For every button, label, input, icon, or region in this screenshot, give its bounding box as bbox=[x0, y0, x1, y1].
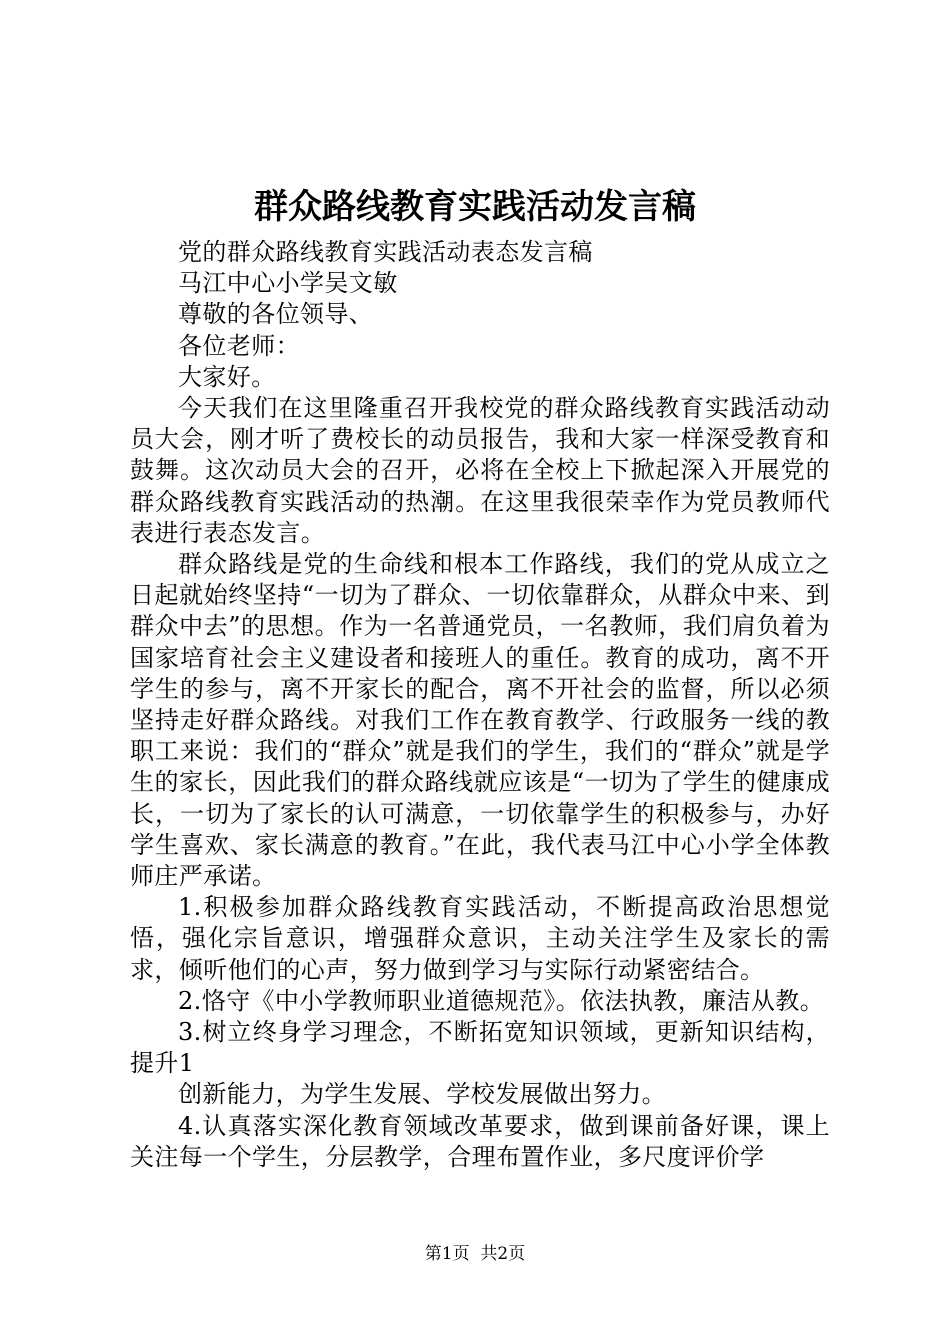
page-footer: 第1页 共2页 bbox=[424, 1244, 526, 1264]
pledge-item-3: 3.树立终身学习理念，不断拓宽知识领域，更新知识结构，提升1 bbox=[130, 1018, 830, 1078]
pledge-item-1: 1.积极参加群众路线教育实践活动，不断提高政治思想觉悟，强化宗旨意识，增强群众意识，主动关注学生及家长的需求，倾听他们的心声，努力做到学习与实际行动紧密结合。 bbox=[130, 893, 830, 984]
greeting-line: 大家好。 bbox=[178, 362, 276, 391]
author-line: 马江中心小学吴文敏 bbox=[178, 269, 398, 298]
salutation-leaders: 尊敬的各位领导、 bbox=[178, 300, 374, 329]
pledge-item-3-continued: 创新能力，为学生发展、学校发展做出努力。 bbox=[178, 1080, 666, 1109]
pledge-item-4: 4.认真落实深化教育领域改革要求，做到课前备好课，课上关注每一个学生，分层教学，合理布置作业，多尺度评价学 bbox=[130, 1111, 830, 1171]
paragraph-mass-line: 群众路线是党的生命线和根本工作路线，我们的党从成立之日起就始终坚持“一切为了群众、一切依靠群众，从群众中来、到群众中去”的思想。作为一名普通党员，一名教师，我们肩负着为国家培育社会主义建设者和接班人的重任。教育的成功，离不开学生的参与，离不开家长的配合，离不开社会的监督，所以必须坚持走好群众路线。对我们工作在教育教学、行政服务一线的教职工来说：我们的“群众”就是我们的学生，我们的“群众”就是学生的家长，因此我们的群众路线就应该是“一切为了学生的健康成长，一切为了家长的认可满意，一切依靠学生的积极参与，办好学生喜欢、家长满意的教育。”在此，我代表马江中心小学全体教师庄严承诺。 bbox=[130, 550, 830, 891]
salutation-teachers: 各位老师： bbox=[178, 331, 300, 360]
pledge-item-2: 2.恪守《中小学教师职业道德规范》。依法执教，廉洁从教。 bbox=[178, 986, 825, 1015]
document-title: 群众路线教育实践活动发言稿 bbox=[254, 187, 696, 227]
document-body bbox=[130, 237, 830, 1173]
paragraph-opening: 今天我们在这里隆重召开我校党的群众路线教育实践活动动员大会，刚才听了费校长的动员报告，我和大家一样深受教育和鼓舞。这次动员大会的召开，必将在全校上下掀起深入开展党的群众路线教育实践活动的热潮。在这里我很荣幸作为党员教师代表进行表态发言。 bbox=[130, 394, 830, 547]
subtitle-line: 党的群众路线教育实践活动表态发言稿 bbox=[178, 238, 593, 266]
